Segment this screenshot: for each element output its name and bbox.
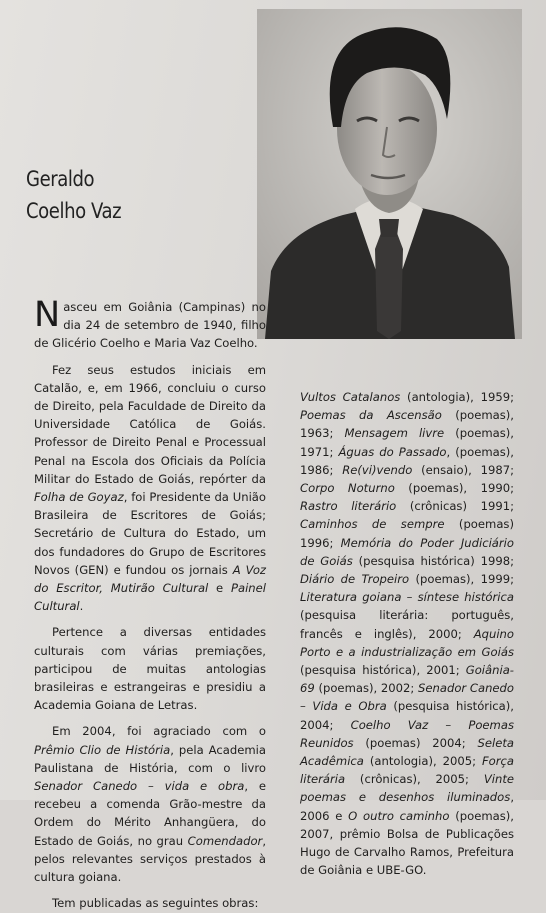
paragraph-awards: Em 2004, foi agraciado com o Prêmio Clio de História, pela Academia Paulistana de História, com o livro Senador Canedo – vida e obra, e recebeu a comenda Grão-mestre da Ordem do Mérito Anhangüera, do Estado de Goiás, no grau Comendador, pelos relevantes serviços prestados à cultura goiana. (34, 724, 266, 885)
paragraph-works-intro: Tem publicadas as seguintes obras: (52, 896, 259, 911)
author-last-name: Coelho Vaz (26, 199, 122, 223)
author-first-name: Geraldo (26, 167, 95, 191)
paragraph-birth: Nasceu em Goiânia (Campinas) no dia 24 de setembro de 1940, filho de Glicério Coelho e Maria Vaz Coelho. (34, 295, 266, 351)
works-list-right-column (300, 388, 514, 879)
portrait-illustration (257, 9, 522, 339)
necktie (375, 233, 403, 339)
biography-left-column (34, 295, 266, 913)
works-paragraph: Vultos Catalanos (antologia), 1959; Poemas da Ascensão (poemas), 1963; Mensagem livre (poemas), 1971; Águas do Passado, (poemas), 1986; Re(vi)vendo (ensaio), 1987; Corpo Noturno (poemas), 1990; Rastro literário (crônicas) 1991; Caminhos de sempre (poemas) 1996; Memória do Poder Judiciário de Goiás (pesquisa histórica) 1998; Diário de Tropeiro (poemas), 1999; Literatura goiana – síntese histórica (pesquisa literária: português, francês e inglês), 2000; Aquino Porto e a industrialização em Goiás (pesquisa histórica), 2001; Goiânia-69 (poemas), 2002; Senador Canedo – Vida e Obra (pesquisa histórica), 2004; Coelho Vaz – Poemas Reunidos (poemas) 2004; Seleta Acadêmica (antologia), 2005; Força literária (crônicas), 2005; Vinte poemas e desenhos iluminados, 2006 e O outro caminho (poemas), 2007, prêmio Bolsa de Publicações Hugo de Carvalho Ramos, Prefeitura de Goiânia e UBE-GO. (300, 390, 515, 878)
tie-knot (379, 219, 399, 237)
paragraph-entities: Pertence a diversas entidades culturais com várias premiações, participou de muitas antologias brasileiras e estrangeiras e presidiu a Academia Goiana de Letras. (34, 625, 266, 713)
author-name-heading (26, 163, 121, 227)
author-portrait-photo (257, 9, 522, 339)
drop-cap: N (34, 295, 61, 335)
paragraph-education: Fez seus estudos iniciais em Catalão, e, em 1966, concluiu o curso de Direito, pela Faculdade de Direito da Universidade Católica de Goiás. Professor de Direito Penal e Processual Penal na Escola dos Oficiais da Polícia Militar do Estado de Goiás, repórter da Folha de Goyaz, foi Presidente da União Brasileira de Escritores de Goiás; Secretário de Cultura do Estado, um dos fundadores do Grupo de Escritores Novos (GEN) e fundou os jornais A Voz do Escritor, Mutirão Cultural e Painel Cultural. (34, 362, 266, 614)
